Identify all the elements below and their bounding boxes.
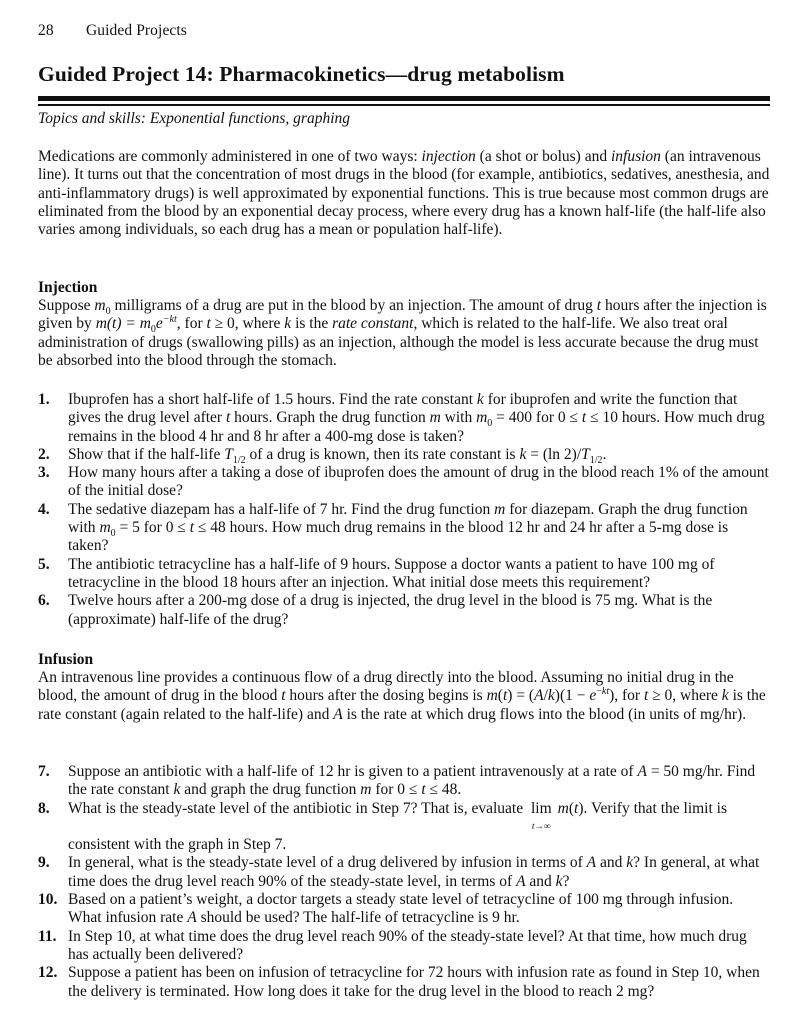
- question-number: 6.: [38, 592, 50, 610]
- intro-paragraph: [38, 148, 770, 239]
- running-head: [38, 22, 187, 40]
- injection-formula-exponent: −kt: [162, 314, 177, 326]
- injection-text-2: milligrams of a drug are put in the blood by an injection. The amount of drug: [110, 297, 597, 314]
- infusion-paragraph: An intravenous line provides a continuous flow of a drug directly into the blood. Assuming no initial drug in the blood, the amount of drug in the blood t hours after the dosing begins is $m(t) = (A/k)(1 - e^{-kt})$, for t ≥ 0, where k is the rate constant (again related to the half-life) and A is the rate at which drug flows into the blood (in units of mg/hr).: [38, 669, 766, 723]
- question-number: 9.: [38, 854, 50, 872]
- question-text: Ibuprofen has a short half-life of 1.5 hours. Find the rate constant k for ibuprofen and write the function that gives the drug level after t hours. Graph the drug function m with $m_0 = 400$ for 0 ≤ t ≤ 10 hours. How much drug remains in the blood 4 hr and 8 hr after a 400-mg dose is taken?: [68, 391, 765, 445]
- question-number: 11.: [38, 927, 57, 945]
- question-text: Based on a patient’s weight, a doctor targets a steady state level of tetracycline of 100 mg through infusion. What infusion rate A should be used? The half-life of tetracycline is 9 hr.: [68, 891, 734, 927]
- question-number: 2.: [38, 445, 50, 463]
- injection-text-6: is the: [291, 315, 333, 333]
- intro-infusion-term: infusion: [610, 148, 661, 165]
- injection-question-6: [38, 592, 770, 629]
- injection-question-4: [38, 501, 770, 556]
- injection-m0-subscript: 0: [105, 306, 111, 318]
- intro-injection-term: injection: [421, 148, 476, 165]
- infusion-question-11: [38, 928, 770, 965]
- question-number: 8.: [38, 799, 50, 817]
- infusion-question-10: [38, 891, 770, 928]
- intro-text-3: (an intravenous line). It turns out that the concentration of most drugs in the blood (for example, antibiotics, sedatives, anesthesia, and anti-inflammatory drugs) is well approximated by exponential functions. This is true because most common drugs are eliminated from the blood by an exponential decay process, where every drug has a known half-life (the half-life also varies among individuals, so each drug has a mean or population half-life).: [38, 148, 770, 239]
- question-text: Twelve hours after a 200-mg dose of a drug is injected, the drug level in the blood is 75 mg. What is the (approximate) half-life of the drug?: [68, 592, 713, 628]
- injection-heading: Injection: [38, 279, 98, 296]
- question-number: 10.: [38, 891, 58, 909]
- injection-text-5: ≥ 0, where: [210, 315, 285, 333]
- question-text: In general, what is the steady-state level of a drug delivered by infusion in terms of A and k? In general, at what time does the drug level reach 90% of the steady-state level, in terms of A and k?: [68, 854, 760, 890]
- infusion-question-8: [38, 800, 770, 855]
- page-title: Guided Project 14: Pharmacokinetics—drug metabolism: [38, 62, 565, 86]
- injection-t-symbol: t: [596, 297, 602, 314]
- topics-line: Topics and skills: Exponential functions, graphing: [38, 110, 351, 127]
- question-text: In Step 10, at what time does the drug level reach 90% of the steady-state level? At that time, how much drug has actually been delivered?: [68, 927, 747, 963]
- question-text: Suppose a patient has been on infusion of tetracycline for 72 hours with infusion rate as found in Step 10, when the delivery is terminated. How long does it take for the drug level in the blood to reach 2 mg?: [68, 964, 760, 1000]
- injection-text-1: Suppose: [38, 297, 95, 314]
- page-number: 28: [38, 22, 54, 39]
- question-text: What is the steady-state level of the antibiotic in Step 7? That is, evaluate lim t→∞ m(t). Verify that the limit is consistent with the graph in Step 7.: [68, 799, 728, 854]
- infusion-question-7: [38, 763, 770, 800]
- injection-question-1: [38, 391, 770, 446]
- question-number: 7.: [38, 763, 50, 780]
- question-number: 3.: [38, 464, 50, 482]
- injection-paragraph: [38, 297, 770, 370]
- injection-question-5: [38, 556, 770, 593]
- infusion-question-12: [38, 964, 770, 1001]
- intro-text-1: Medications are commonly administered in one of two ways:: [38, 148, 422, 165]
- injection-k-symbol: k: [284, 315, 292, 333]
- question-text: How many hours after a taking a dose of ibuprofen does the amount of drug in the blood reach 1% of the amount of the initial dose?: [68, 464, 769, 500]
- title-rule-thin: [38, 104, 770, 106]
- injection-question-2: [38, 446, 770, 464]
- infusion-question-list: [38, 763, 770, 1001]
- question-text: The sedative diazepam has a half-life of 7 hr. Find the drug function m for diazepam. Graph the drug function with $m_0 = 5$ for 0 ≤ t ≤ 48 hours. How much drug remains in the blood 12 hr and 24 hr after a 5-mg dose is taken?: [68, 500, 748, 555]
- injection-text-7: , which is related to the half-life. We also treat oral administration of drugs (swallowing pills) as an injection, although the model is less accurate because the drug must be absorbed into the blood through the stomach.: [38, 315, 759, 369]
- injection-rate-constant-term: rate constant: [332, 315, 414, 333]
- infusion-question-9: [38, 854, 770, 891]
- injection-text-3: hours after the injection is given by: [38, 297, 767, 333]
- question-number: 4.: [38, 500, 50, 518]
- question-text: Show that if the half-life $T_{1/2}$ of a drug is known, then its rate constant is k = (ln $2)/T_{1/2}$.: [68, 445, 607, 466]
- question-text: The antibiotic tetracycline has a half-life of 9 hours. Suppose a doctor wants a patient to have 100 mg of tetracycline in the blood 18 hours after an injection. What initial dose meets this requirement?: [68, 555, 715, 591]
- injection-formula-e: e: [155, 315, 163, 333]
- running-head-section: Guided Projects: [86, 22, 187, 39]
- intro-text-2: (a shot or bolus) and: [475, 148, 611, 165]
- injection-condition-t: t: [206, 315, 211, 333]
- injection-question-3: [38, 464, 770, 501]
- injection-m0-symbol: m: [94, 297, 106, 314]
- question-number: 12.: [38, 964, 58, 982]
- infusion-heading: Infusion: [38, 651, 94, 668]
- question-number: 5.: [38, 555, 50, 573]
- injection-question-list: [38, 391, 770, 629]
- injection-text-4: , for: [176, 315, 207, 333]
- injection-formula-subscript: 0: [150, 324, 156, 336]
- title-rule-thick: [38, 96, 770, 101]
- question-number: 1.: [38, 391, 50, 408]
- question-text: Suppose an antibiotic with a half-life of 12 hr is given to a patient intravenously at a rate of A = 50 mg/hr. Find the rate constant k and graph the drug function m for 0 ≤ t ≤ 48.: [68, 763, 756, 799]
- injection-formula: m(t) = m: [95, 315, 151, 333]
